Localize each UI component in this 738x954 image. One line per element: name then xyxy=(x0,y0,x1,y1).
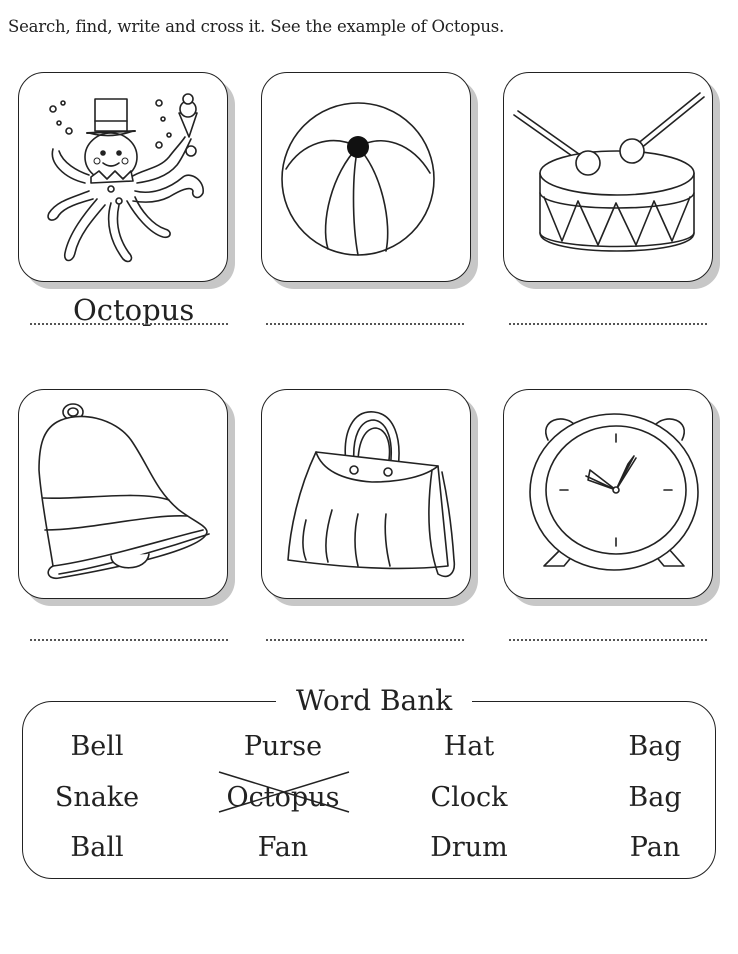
ball-icon xyxy=(262,73,470,281)
drum-icon xyxy=(504,73,712,281)
word-bell: Bell xyxy=(70,731,124,762)
word-bag: Bag xyxy=(628,731,682,762)
picture-card-clock xyxy=(503,389,713,599)
clock-icon xyxy=(504,390,712,598)
answer-line-3[interactable] xyxy=(509,323,707,325)
word-drum: Drum xyxy=(430,832,508,863)
bag-icon xyxy=(262,390,470,598)
answer-line-6[interactable] xyxy=(509,639,707,641)
picture-card-octopus xyxy=(18,72,228,282)
word-snake: Snake xyxy=(54,782,140,813)
bell-icon xyxy=(19,390,227,598)
word-bag-2: Bag xyxy=(628,782,682,813)
cross-mark-icon xyxy=(215,768,355,818)
answer-octopus: Octopus xyxy=(73,293,195,327)
answer-line-2[interactable] xyxy=(266,323,464,325)
picture-card-bell xyxy=(18,389,228,599)
answer-line-4[interactable] xyxy=(30,639,228,641)
answer-line-1[interactable] xyxy=(30,323,228,325)
word-pan: Pan xyxy=(629,832,681,863)
instructions-text: Search, find, write and cross it. See the example of Octopus. xyxy=(8,17,505,36)
octopus-icon xyxy=(19,73,227,281)
word-fan: Fan xyxy=(257,832,309,863)
word-ball: Ball xyxy=(70,832,124,863)
picture-card-drum xyxy=(503,72,713,282)
picture-card-bag xyxy=(261,389,471,599)
word-clock: Clock xyxy=(430,782,508,813)
word-purse: Purse xyxy=(243,731,323,762)
word-octopus-crossed xyxy=(208,782,358,813)
word-bank-title: Word Bank xyxy=(276,684,472,717)
word-octopus: Octopus xyxy=(226,782,340,813)
answer-line-5[interactable] xyxy=(266,639,464,641)
word-hat: Hat xyxy=(443,731,495,762)
picture-card-ball xyxy=(261,72,471,282)
